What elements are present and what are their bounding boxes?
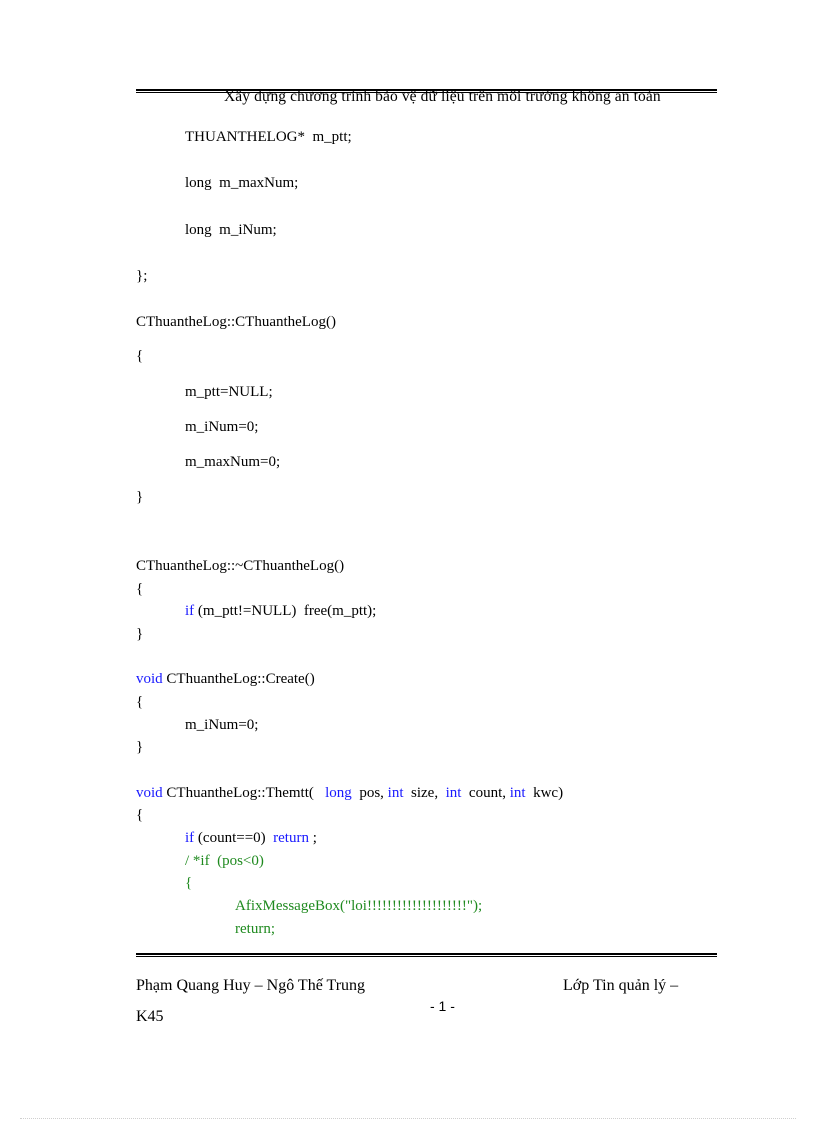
keyword: int bbox=[387, 785, 404, 801]
code-line: { bbox=[136, 348, 144, 364]
code-text: ; bbox=[308, 830, 317, 846]
code-line: } bbox=[136, 626, 144, 642]
page-number: - 1 - bbox=[430, 998, 455, 1014]
code-line: { bbox=[136, 581, 144, 597]
footer-class-suffix: K45 bbox=[136, 1008, 164, 1025]
code-line bbox=[136, 784, 563, 802]
keyword: return bbox=[273, 830, 309, 846]
code-comment-line: / *if (pos<0) bbox=[185, 853, 264, 869]
keyword: int bbox=[509, 785, 526, 801]
code-line: { bbox=[136, 807, 144, 823]
keyword: if bbox=[185, 830, 195, 846]
code-text: CThuantheLog::Create() bbox=[162, 671, 315, 687]
keyword: if bbox=[185, 603, 195, 619]
code-text: kwc) bbox=[525, 785, 564, 801]
code-text: (count==0) bbox=[194, 830, 274, 846]
page-bottom-divider bbox=[20, 1118, 796, 1119]
code-line bbox=[136, 670, 315, 688]
code-line: m_iNum=0; bbox=[185, 717, 259, 733]
code-comment-line: { bbox=[185, 875, 193, 891]
keyword: void bbox=[136, 671, 163, 687]
header-title: Xây dựng chương trình bảo vệ dữ liệu trên môi trường không an toàn bbox=[224, 88, 661, 105]
code-text: pos, bbox=[351, 785, 388, 801]
code-comment-line: AfixMessageBox("loi!!!!!!!!!!!!!!!!!!!!"); bbox=[235, 898, 483, 914]
code-text: count, bbox=[461, 785, 510, 801]
keyword: long bbox=[325, 785, 352, 801]
keyword: int bbox=[445, 785, 462, 801]
code-line: m_ptt=NULL; bbox=[185, 384, 273, 400]
code-line: THUANTHELOG* m_ptt; bbox=[185, 129, 352, 145]
code-text: CThuantheLog::Themtt( bbox=[162, 785, 326, 801]
code-line: m_iNum=0; bbox=[185, 419, 259, 435]
code-line bbox=[185, 602, 376, 620]
code-line: long m_maxNum; bbox=[185, 175, 299, 191]
footer-authors: Phạm Quang Huy – Ngô Thế Trung bbox=[136, 977, 366, 994]
code-line: } bbox=[136, 489, 144, 505]
code-line bbox=[185, 829, 317, 847]
code-line: } bbox=[136, 739, 144, 755]
code-line: m_maxNum=0; bbox=[185, 454, 281, 470]
footer-class-label: Lớp Tin quản lý – bbox=[563, 977, 679, 994]
code-line: CThuantheLog::~CThuantheLog() bbox=[136, 558, 345, 574]
code-text: size, bbox=[403, 785, 446, 801]
code-line: long m_iNum; bbox=[185, 222, 277, 238]
code-line: { bbox=[136, 694, 144, 710]
code-line: }; bbox=[136, 268, 148, 284]
code-text: (m_ptt!=NULL) free(m_ptt); bbox=[194, 603, 377, 619]
code-line: CThuantheLog::CThuantheLog() bbox=[136, 314, 336, 330]
code-comment-line: return; bbox=[235, 921, 275, 937]
keyword: void bbox=[136, 785, 163, 801]
footer-rule bbox=[136, 953, 717, 957]
